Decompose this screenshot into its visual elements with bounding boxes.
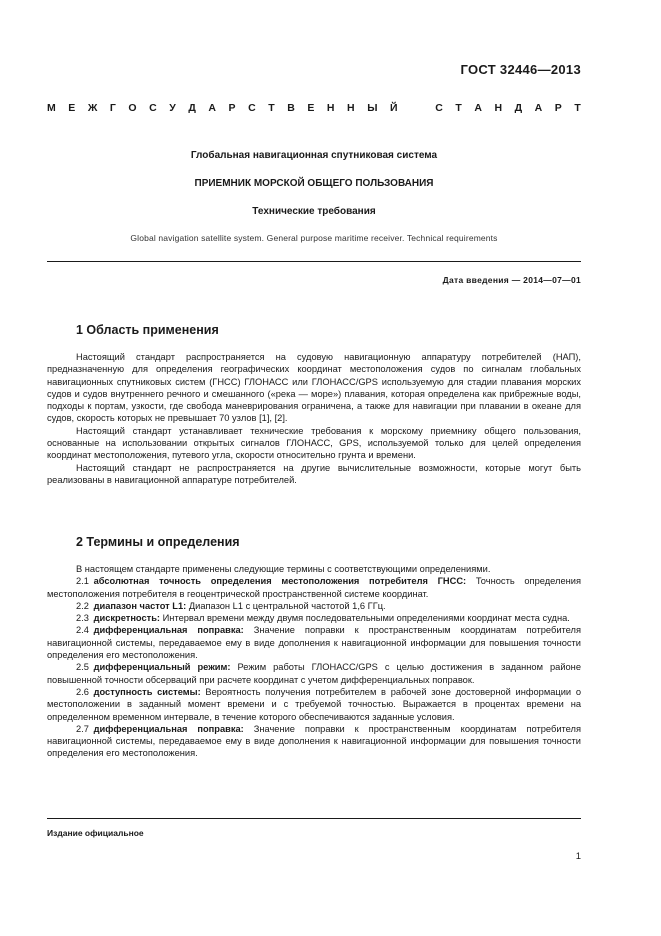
banner-letter: Д	[514, 102, 523, 114]
title-english: Global navigation satellite system. General purpose maritime receiver. Technical requirements	[130, 233, 498, 243]
banner-letter: Ж	[87, 102, 98, 114]
term-text: Диапазон L1 с центральной частотой 1,6 ГГц.	[188, 600, 386, 611]
banner-letter: Е	[68, 102, 76, 114]
term-definition	[47, 600, 581, 612]
term-name: диапазон частот L1:	[93, 600, 187, 611]
section-2-intro: В настоящем стандарте применены следующие термины с соответствующими определениями.	[76, 564, 491, 574]
banner-letter: Н	[326, 102, 335, 114]
term-number: 2.7	[76, 723, 89, 734]
banner-letter: Т	[268, 102, 275, 114]
title-line-1: Глобальная навигационная спутниковая система	[190, 150, 438, 161]
section-1-paragraph-3: Настоящий стандарт не распространяется на другие вычислительные возможности, которые могут быть реализованы в навигационной аппаратуре потребителей.	[47, 462, 581, 485]
banner-letter: А	[534, 102, 543, 114]
banner-letter: Д	[188, 102, 196, 114]
term-number: 2.6	[76, 686, 89, 697]
page-number: 1	[575, 851, 581, 862]
term-name: дискретность:	[93, 613, 161, 624]
section-2-heading: 2 Термины и определения	[76, 535, 240, 549]
banner-letter: Е	[307, 102, 315, 114]
banner-letter: С	[248, 102, 256, 114]
term-definition	[47, 723, 581, 760]
banner-letter: О	[128, 102, 137, 114]
section-1-body	[47, 351, 581, 486]
term-definition	[47, 575, 581, 600]
title-line-2: ПРИЕМНИК МОРСКОЙ ОБЩЕГО ПОЛЬЗОВАНИЯ	[194, 178, 434, 189]
title-divider	[47, 261, 581, 262]
banner-letter: Й	[390, 102, 398, 114]
banner-letter: У	[169, 102, 176, 114]
banner-letter: Н	[494, 102, 503, 114]
term-text: Вероятность получения потребителем в рабочей зоне достоверной информации о местоположении в заданный момент времени и с требуемой точностью. Выражается в процентах времени на определенном временном интервале, в течение которого обеспечиваются заданные условия.	[47, 686, 581, 722]
banner-letter: А	[208, 102, 216, 114]
footer-divider	[47, 818, 581, 819]
standard-number: ГОСТ 32446—2013	[460, 62, 581, 77]
banner-letter: Н	[347, 102, 355, 114]
section-1-paragraph-2: Настоящий стандарт устанавливает технические требования к морскому приемнику общего пользования, основанные на использовании открытых сигналов ГЛОНАСС, GPS, используемой только для целей определения координат местоположения, путевого угла, скорости относительно грунта и времени.	[47, 425, 581, 461]
section-1-paragraph-1: Настоящий стандарт распространяется на судовую навигационную аппаратуру потребителей (НАП), предназначенную для определения географических координат местоположения судов по сигналам глобальных навигационных спутниковых систем (ГНСС) ГЛОНАСС или ГЛОНАСС/GPS используемую для стадии плавания морских судов и судов внутреннего речного и смешанного («река — море») плавания, которая определена как прибрежные воды, подходы к портам, узкости, где свобода маневрирования ограничена, а также для навигации при плавании в океане для судов, скорость которых не превышает 70 узлов [1], [2].	[47, 352, 581, 424]
introduction-date: Дата введения — 2014—07—01	[442, 275, 581, 285]
term-number: 2.1	[76, 576, 89, 587]
banner-letter: В	[287, 102, 295, 114]
banner-letter: Г	[109, 102, 116, 114]
term-number: 2.4	[76, 625, 89, 636]
term-number: 2.2	[76, 600, 89, 611]
banner-letter: Р	[554, 102, 562, 114]
terms-list	[47, 575, 581, 759]
term-definition	[47, 624, 581, 661]
term-definition	[47, 686, 581, 723]
title-line-3: Технические требования	[252, 206, 376, 217]
banner-letter: Ы	[367, 102, 378, 114]
banner-letter: А	[474, 102, 482, 114]
term-name: дифференциальная поправка:	[93, 625, 244, 636]
banner-letter: С	[149, 102, 157, 114]
banner-letter: С	[435, 102, 443, 114]
term-number: 2.3	[76, 613, 89, 624]
term-name: дифференциальный режим:	[93, 662, 231, 673]
term-text: Режим работы ГЛОНАСС/GPS с целью достижения в заданном районе повышенной точности обсерваций при расчете координат с учетом дифференциальных поправок.	[47, 662, 581, 685]
banner-letter: Т	[574, 102, 581, 114]
banner-letter: Т	[455, 102, 462, 114]
term-definition	[47, 661, 581, 686]
section-2-body	[47, 563, 581, 760]
term-name: доступность системы:	[93, 686, 201, 697]
banner-letter: М	[47, 102, 56, 114]
banner-letter: Р	[228, 102, 236, 114]
edition-label: Издание официальное	[47, 828, 144, 838]
term-text: Точность определения местоположения потребителя в геоцентрической пространственной системе координат.	[47, 576, 581, 599]
term-text: Значение поправки к пространственным координатам потребителя навигационной системы, передаваемое ему в виде дополнения к навигационной информации для повышения точности определения его местоположения.	[47, 625, 581, 661]
interstate-standard-banner	[47, 102, 581, 114]
term-definition	[47, 612, 581, 624]
term-text: Интервал времени между двумя последовательными определениями координат места судна.	[162, 613, 570, 624]
term-name: дифференциальная поправка:	[93, 723, 244, 734]
section-1-heading: 1 Область применения	[76, 323, 219, 337]
term-name: абсолютная точность определения местоположения потребителя ГНСС:	[93, 576, 467, 587]
term-number: 2.5	[76, 662, 89, 673]
term-text: Значение поправки к пространственным координатам потребителя навигационной системы, передаваемое ему в виде дополнения к навигационной информации для повышения точности определения его местоположения.	[47, 723, 581, 759]
